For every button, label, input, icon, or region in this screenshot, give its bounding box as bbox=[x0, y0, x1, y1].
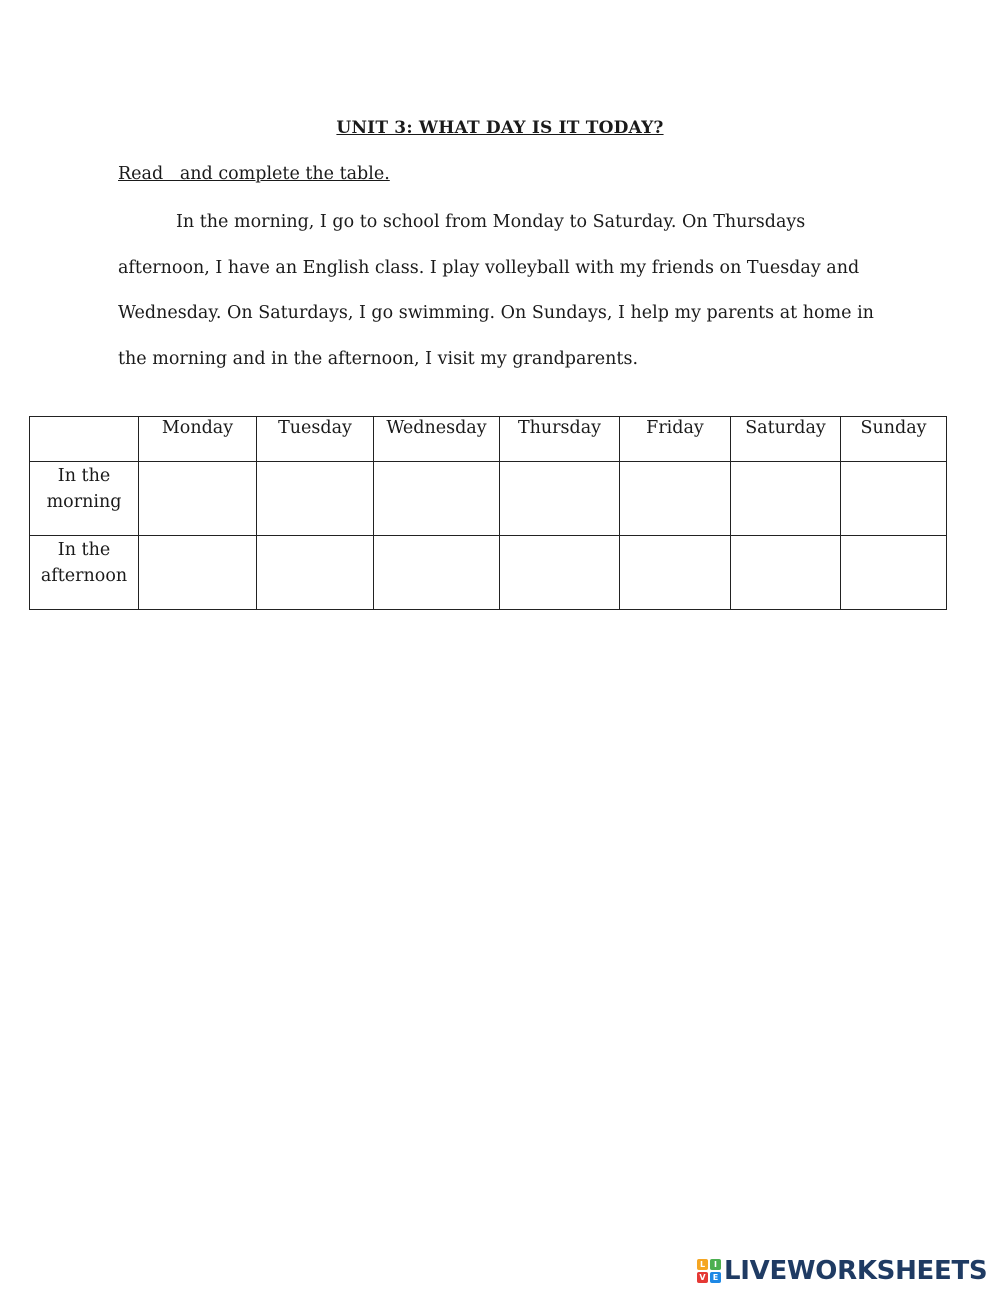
day-header-thursday: Thursday bbox=[500, 417, 620, 462]
table-row-morning bbox=[30, 462, 947, 536]
table-header-row bbox=[30, 417, 947, 462]
liveworksheets-logo bbox=[697, 1256, 987, 1286]
instruction-text: Read and complete the table. bbox=[118, 164, 390, 184]
answer-cell-afternoon-monday[interactable] bbox=[139, 536, 257, 610]
answer-cell-afternoon-saturday[interactable] bbox=[731, 536, 841, 610]
day-header-friday: Friday bbox=[620, 417, 731, 462]
row-label-afternoon bbox=[30, 536, 139, 610]
day-header-tuesday: Tuesday bbox=[257, 417, 374, 462]
table-corner-cell bbox=[30, 417, 139, 462]
table-row-afternoon bbox=[30, 536, 947, 610]
row-label-afternoon-line1: In the bbox=[57, 540, 111, 560]
logo-tile-e: E bbox=[710, 1272, 721, 1283]
day-header-sunday: Sunday bbox=[841, 417, 947, 462]
logo-tile-i: I bbox=[710, 1259, 721, 1270]
answer-cell-morning-tuesday[interactable] bbox=[257, 462, 374, 536]
answer-cell-afternoon-wednesday[interactable] bbox=[374, 536, 500, 610]
row-label-afternoon-line2: afternoon bbox=[40, 566, 128, 586]
liveworksheets-logo-text: LIVEWORKSHEETS bbox=[724, 1256, 988, 1286]
liveworksheets-logo-icon bbox=[697, 1259, 721, 1283]
logo-tile-l: L bbox=[697, 1259, 708, 1270]
answer-cell-morning-saturday[interactable] bbox=[731, 462, 841, 536]
answer-cell-morning-wednesday[interactable] bbox=[374, 462, 500, 536]
answer-cell-morning-friday[interactable] bbox=[620, 462, 731, 536]
day-header-wednesday: Wednesday bbox=[374, 417, 500, 462]
answer-cell-morning-monday[interactable] bbox=[139, 462, 257, 536]
answer-cell-afternoon-sunday[interactable] bbox=[841, 536, 947, 610]
worksheet-title: UNIT 3: WHAT DAY IS IT TODAY? bbox=[336, 118, 664, 138]
answer-cell-afternoon-friday[interactable] bbox=[620, 536, 731, 610]
day-header-saturday: Saturday bbox=[731, 417, 841, 462]
answer-cell-afternoon-tuesday[interactable] bbox=[257, 536, 374, 610]
answer-cell-morning-thursday[interactable] bbox=[500, 462, 620, 536]
row-label-morning bbox=[30, 462, 139, 536]
logo-tile-v: V bbox=[697, 1272, 708, 1283]
row-label-morning-line2: morning bbox=[46, 492, 122, 512]
schedule-table bbox=[29, 416, 947, 610]
reading-passage: In the morning, I go to school from Monday to Saturday. On Thursdays afternoon, I have an English class. I play volleyball with my friends on Tuesday and Wednesday. On Saturdays, I go swimming. On Sundays, I help my parents at home in the morning and in the afternoon, I visit my grandparents. bbox=[118, 212, 874, 370]
answer-cell-morning-sunday[interactable] bbox=[841, 462, 947, 536]
row-label-morning-line1: In the bbox=[57, 466, 111, 486]
answer-cell-afternoon-thursday[interactable] bbox=[500, 536, 620, 610]
day-header-monday: Monday bbox=[139, 417, 257, 462]
